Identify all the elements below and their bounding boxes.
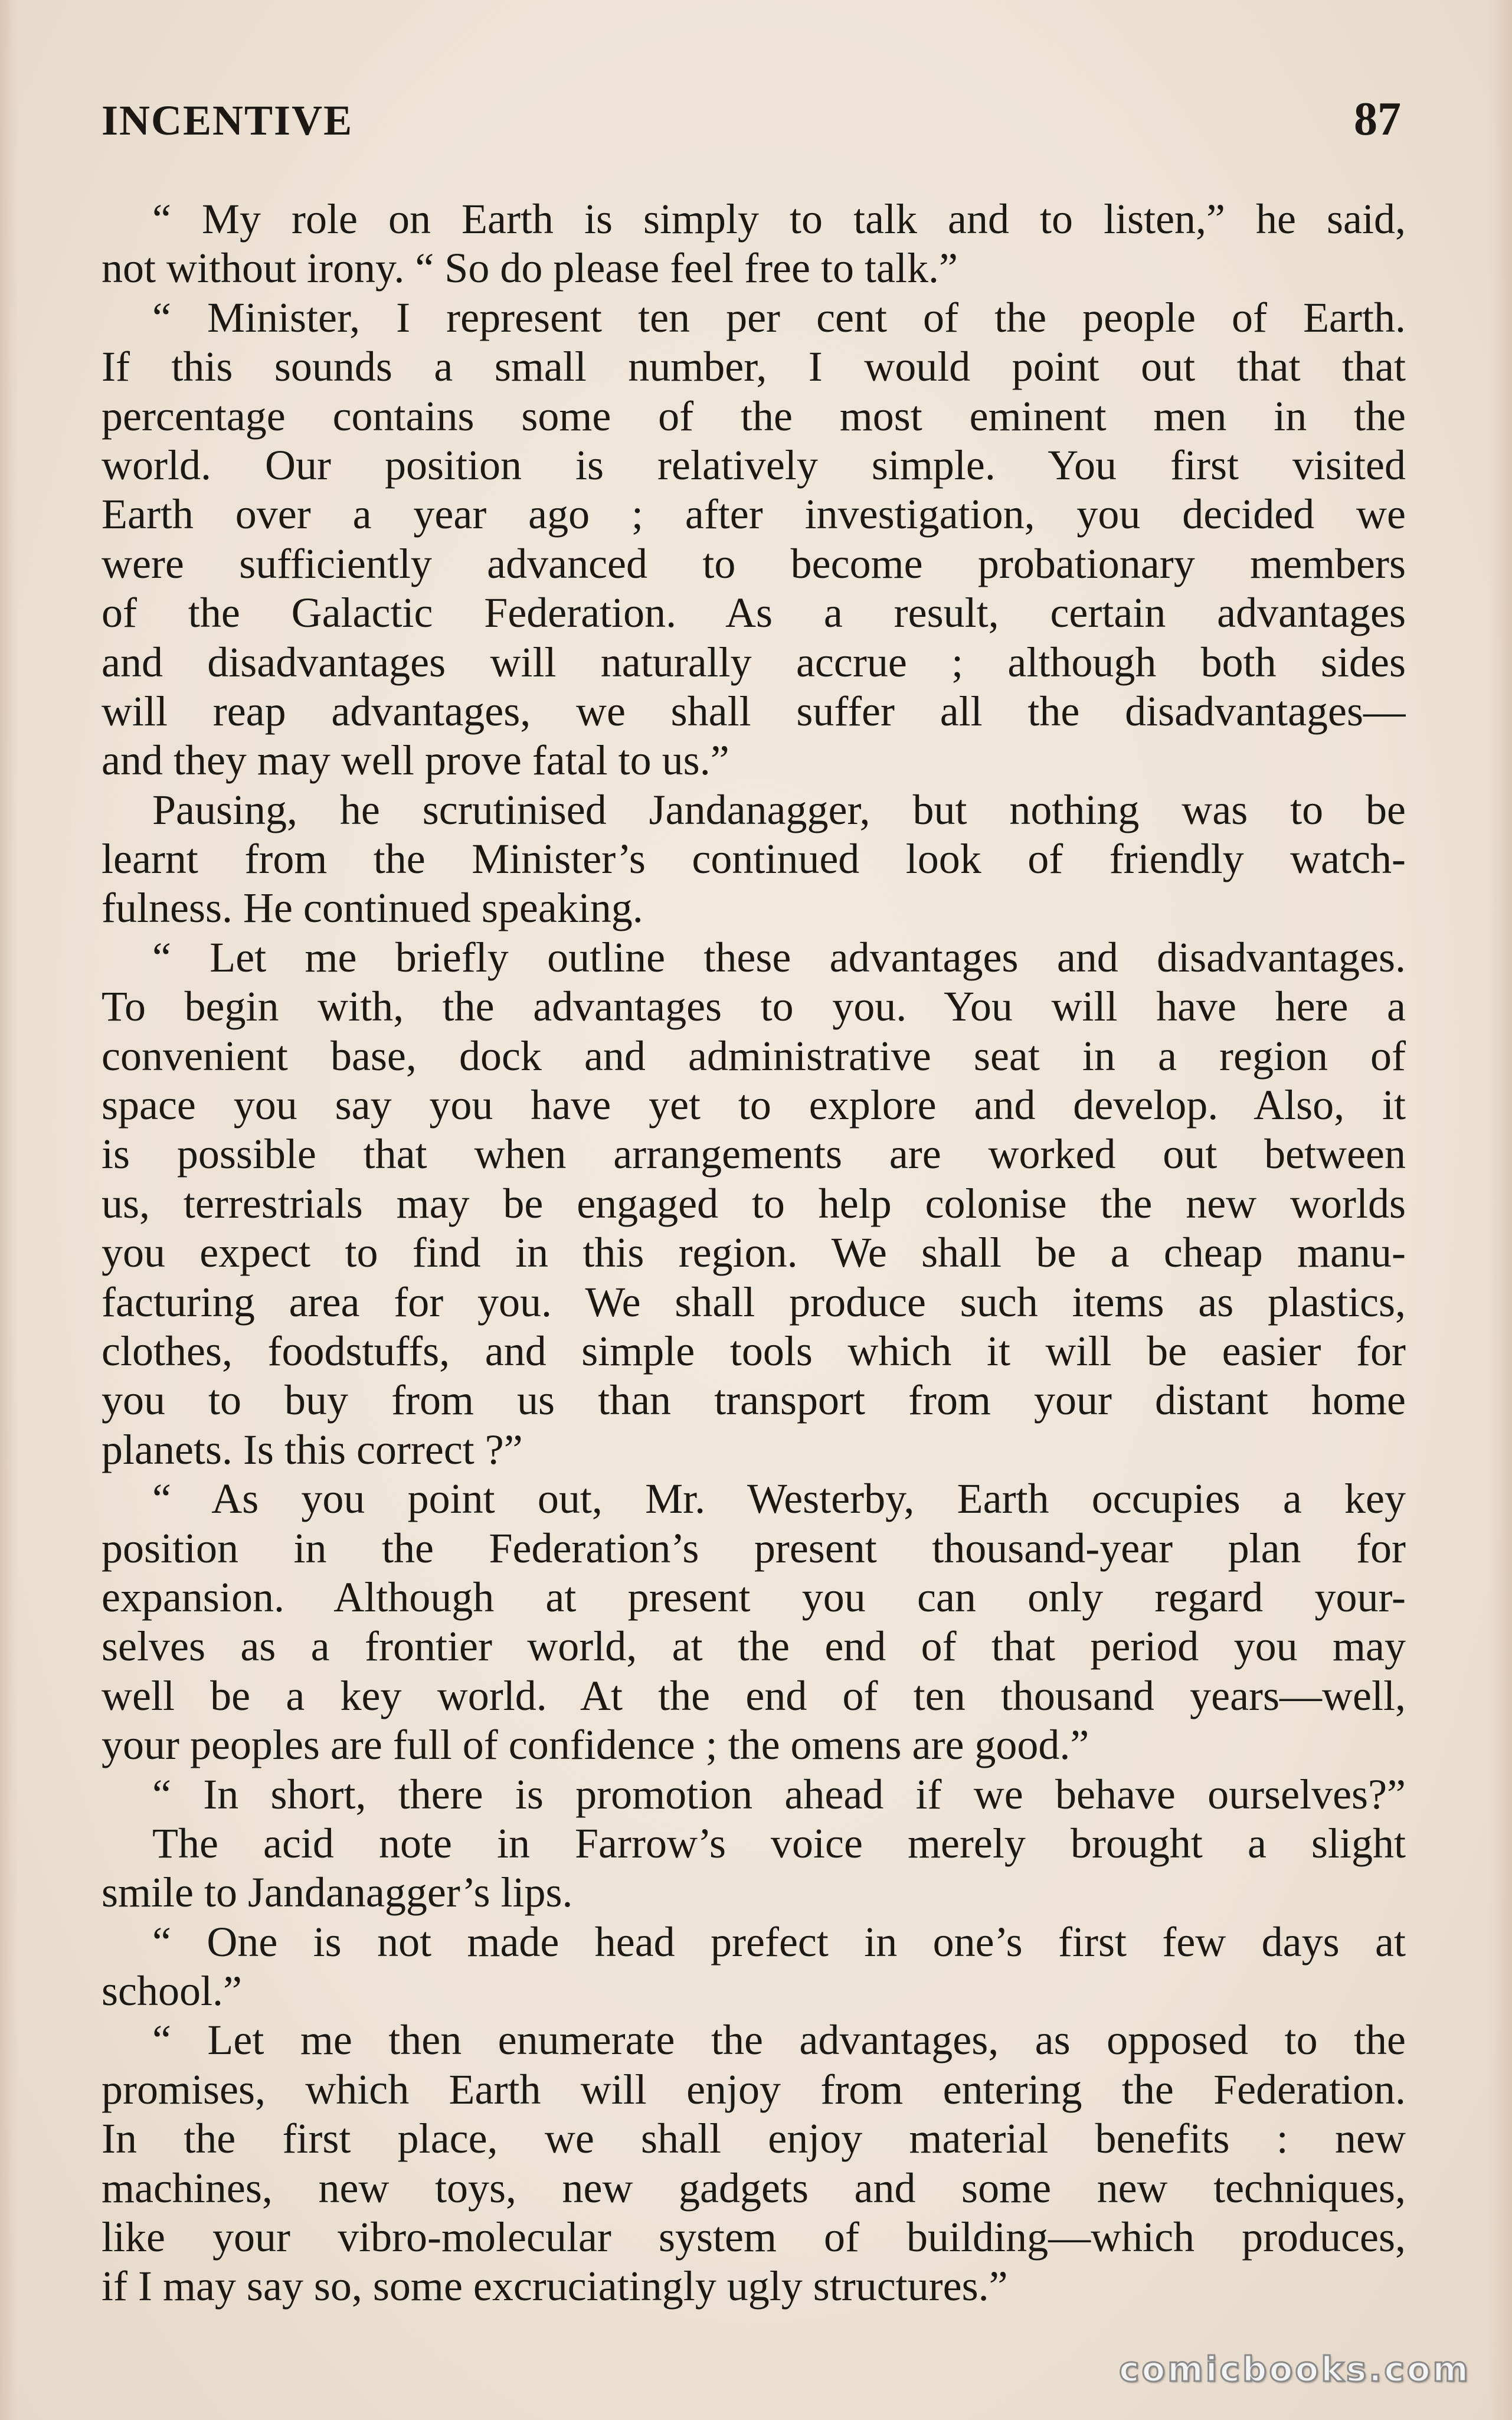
text-line: “ My role on Earth is simply to talk and to listen,” he said, bbox=[152, 195, 1406, 243]
text-line: selves as a frontier world, at the end of that period you may bbox=[102, 1623, 1406, 1670]
text-line: “ One is not made head prefect in one’s first few days at bbox=[152, 1918, 1406, 1966]
text-line: expansion. Although at present you can only regard your- bbox=[102, 1573, 1406, 1621]
text-line: smile to Jandanagger’s lips. bbox=[102, 1869, 573, 1917]
text-line: If this sounds a small number, I would point out that that bbox=[102, 343, 1406, 391]
page-edge-shadow-right bbox=[1488, 0, 1512, 2420]
text-line: school.” bbox=[102, 1967, 242, 2015]
text-line: planets. Is this correct ?” bbox=[102, 1425, 523, 1473]
text-line: if I may say so, some excruciatingly ugly structures.” bbox=[102, 2262, 1008, 2310]
text-line: well be a key world. At the end of ten thousand years—well, bbox=[102, 1672, 1406, 1719]
text-line: The acid note in Farrow’s voice merely brought a slight bbox=[152, 1819, 1406, 1867]
text-line: and they may well prove fatal to us.” bbox=[102, 737, 729, 784]
text-line: you expect to find in this region. We shall be a cheap manu- bbox=[102, 1229, 1406, 1277]
text-line: “ As you point out, Mr. Westerby, Earth occupies a key bbox=[152, 1475, 1406, 1523]
text-line: In the first place, we shall enjoy material benefits : new bbox=[102, 2115, 1406, 2163]
text-line: learnt from the Minister’s continued look of friendly watch- bbox=[102, 835, 1406, 883]
text-line: were sufficiently advanced to become probationary members bbox=[102, 539, 1406, 587]
text-line: space you say you have yet to explore and develop. Also, it bbox=[102, 1081, 1406, 1129]
text-line: percentage contains some of the most eminent men in the bbox=[102, 392, 1406, 440]
text-line: world. Our position is relatively simple. You first visited bbox=[102, 441, 1406, 489]
text-line: not without irony. “ So do please feel free to talk.” bbox=[102, 244, 958, 292]
watermark: comicbooks.com bbox=[1119, 2349, 1471, 2389]
text-line: machines, new toys, new gadgets and some new techniques, bbox=[102, 2164, 1406, 2212]
text-line: “ Let me then enumerate the advantages, as opposed to the bbox=[152, 2016, 1406, 2064]
text-line: “ In short, there is promotion ahead if we behave ourselves?” bbox=[152, 1770, 1406, 1818]
text-line: Earth over a year ago ; after investigation, you decided we bbox=[102, 490, 1406, 538]
text-line: convenient base, dock and administrative seat in a region of bbox=[102, 1032, 1406, 1080]
text-line: like your vibro-molecular system of building—which produces, bbox=[102, 2213, 1406, 2261]
text-line: will reap advantages, we shall suffer all the disadvantages— bbox=[102, 687, 1406, 735]
text-line: and disadvantages will naturally accrue ; although both sides bbox=[102, 638, 1406, 686]
text-line: position in the Federation’s present thousand-year plan for bbox=[102, 1524, 1406, 1572]
text-line: is possible that when arrangements are worked out between bbox=[102, 1130, 1406, 1178]
text-line: Pausing, he scrutinised Jandanagger, but nothing was to be bbox=[152, 786, 1406, 833]
page-number: 87 bbox=[1354, 93, 1401, 145]
text-line: “ Minister, I represent ten per cent of the people of Earth. bbox=[152, 293, 1406, 341]
text-line: To begin with, the advantages to you. You will have here a bbox=[102, 983, 1406, 1031]
text-line: you to buy from us than transport from your distant home bbox=[102, 1376, 1406, 1424]
text-line: clothes, foodstuffs, and simple tools which it will be easier for bbox=[102, 1327, 1406, 1375]
text-line: promises, which Earth will enjoy from entering the Federation. bbox=[102, 2065, 1406, 2113]
running-title: INCENTIVE bbox=[102, 97, 354, 144]
text-line: your peoples are full of confidence ; the omens are good.” bbox=[102, 1721, 1089, 1769]
text-line: us, terrestrials may be engaged to help colonise the new worlds bbox=[102, 1179, 1406, 1227]
text-line: “ Let me briefly outline these advantages and disadvantages. bbox=[152, 933, 1406, 981]
page-edge-shadow-left bbox=[0, 0, 18, 2420]
text-line: fulness. He continued speaking. bbox=[102, 884, 643, 932]
body-text bbox=[102, 195, 1406, 2311]
text-line: of the Galactic Federation. As a result, certain advantages bbox=[102, 589, 1406, 637]
text-line: facturing area for you. We shall produce such items as plastics, bbox=[102, 1278, 1406, 1326]
